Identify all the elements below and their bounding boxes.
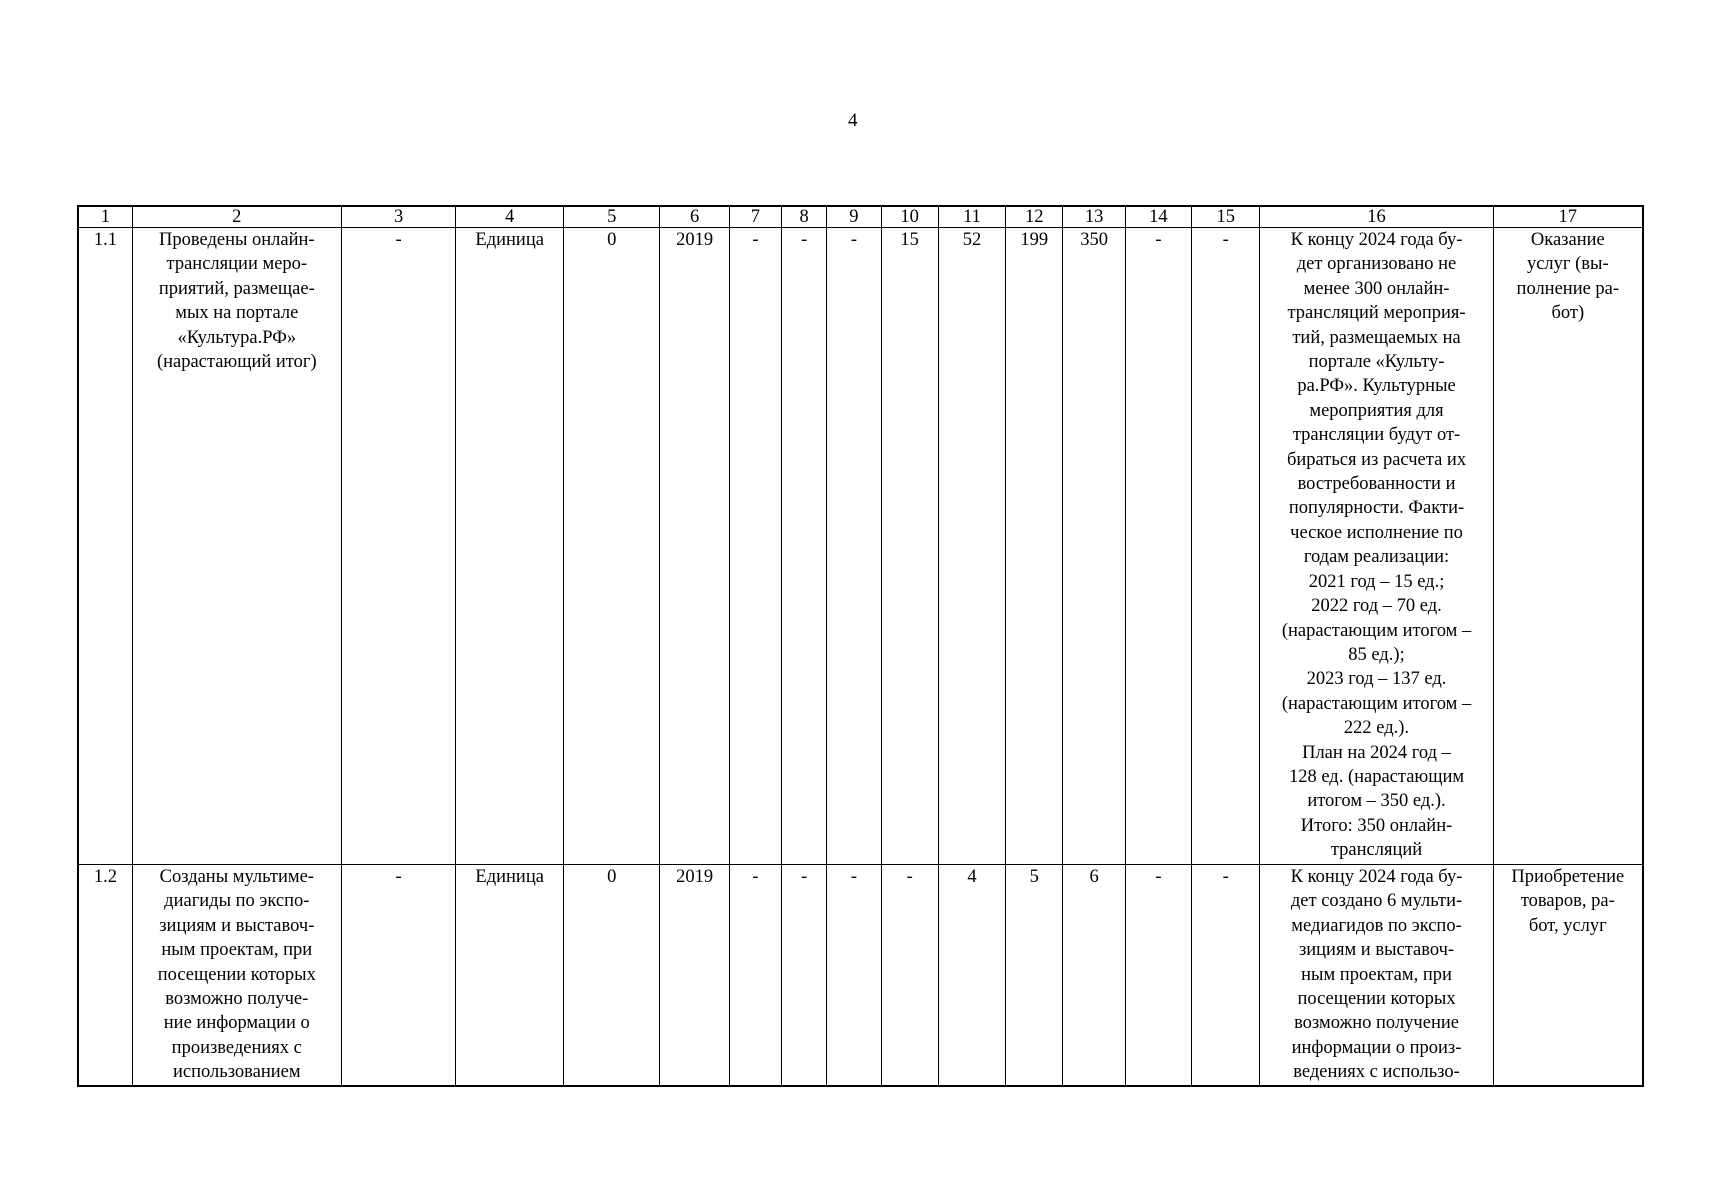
unit-cell: Единица: [456, 228, 564, 865]
cell-c12: 199: [1006, 228, 1063, 865]
cell-c13: 6: [1063, 865, 1125, 1086]
cell-c7: -: [729, 228, 781, 865]
cell-c3: -: [341, 865, 456, 1086]
col-header: 6: [660, 206, 729, 228]
cell-c11: 52: [938, 228, 1005, 865]
cell-c8: -: [782, 865, 827, 1086]
type-cell: Оказание услуг (вы- полнение ра- бот): [1493, 228, 1643, 865]
row-number: 1.1: [78, 228, 132, 865]
col-header: 3: [341, 206, 456, 228]
col-header: 4: [456, 206, 564, 228]
cell-c15: -: [1192, 865, 1260, 1086]
cell-c14: -: [1125, 228, 1191, 865]
cell-c12: 5: [1006, 865, 1063, 1086]
cell-c14: -: [1125, 865, 1191, 1086]
col-header: 10: [881, 206, 938, 228]
col-header: 5: [563, 206, 659, 228]
header-row: [78, 206, 1643, 228]
base-value-cell: 0: [563, 228, 659, 865]
indicator-name: Проведены онлайн- трансляции меро- приятий, размещае- мых на портале «Культура.РФ» (нарастающий итог): [132, 228, 341, 865]
description-cell: К концу 2024 года бу- дет организовано не менее 300 онлайн- трансляций мероприя- тий, размещаемых на портале «Культу- ра.РФ». Культурные мероприятия для трансляции будут от- бираться из расчета их востребованности и популярности. Факти- ческое исполнение по годам реализации: 2021 год – 15 ед.; 2022 год – 70 ед. (нарастающим итогом – 85 ед.); 2023 год – 137 ед. (нарастающим итогом – 222 ед.). План на 2024 год – 128 ед. (нарастающим итогом – 350 ед.). Итого: 350 онлайн- трансляций: [1260, 228, 1493, 865]
col-header: 8: [782, 206, 827, 228]
base-value-cell: 0: [563, 865, 659, 1086]
col-header: 2: [132, 206, 341, 228]
cell-c9: -: [827, 865, 881, 1086]
cell-c10: 15: [881, 228, 938, 865]
col-header: 12: [1006, 206, 1063, 228]
cell-c15: -: [1192, 228, 1260, 865]
col-header: 11: [938, 206, 1005, 228]
col-header: 9: [827, 206, 881, 228]
col-header: 14: [1125, 206, 1191, 228]
col-header: 7: [729, 206, 781, 228]
type-cell: Приобретение товаров, ра- бот, услуг: [1493, 865, 1643, 1086]
row-number: 1.2: [78, 865, 132, 1086]
table-row: [78, 228, 1643, 865]
indicator-name: Созданы мультиме- диагиды по экспо- зициям и выставоч- ным проектам, при посещении которых возможно получе- ние информации о произведениях с использованием: [132, 865, 341, 1086]
cell-c9: -: [827, 228, 881, 865]
page-number: 4: [848, 110, 858, 131]
cell-c3: -: [341, 228, 456, 865]
unit-cell: Единица: [456, 865, 564, 1086]
col-header: 16: [1260, 206, 1493, 228]
col-header: 15: [1192, 206, 1260, 228]
cell-c8: -: [782, 228, 827, 865]
cell-c13: 350: [1063, 228, 1125, 865]
indicators-table: [77, 205, 1644, 1087]
col-header: 1: [78, 206, 132, 228]
base-year-cell: 2019: [660, 865, 729, 1086]
table-row: [78, 865, 1643, 1086]
cell-c10: -: [881, 865, 938, 1086]
col-header: 13: [1063, 206, 1125, 228]
description-cell: К концу 2024 года бу- дет создано 6 мульти- медиагидов по экспо- зициям и выставоч- ным проектам, при посещении которых возможно получение информации о произ- ведениях с использо-: [1260, 865, 1493, 1086]
cell-c7: -: [729, 865, 781, 1086]
base-year-cell: 2019: [660, 228, 729, 865]
cell-c11: 4: [938, 865, 1005, 1086]
col-header: 17: [1493, 206, 1643, 228]
